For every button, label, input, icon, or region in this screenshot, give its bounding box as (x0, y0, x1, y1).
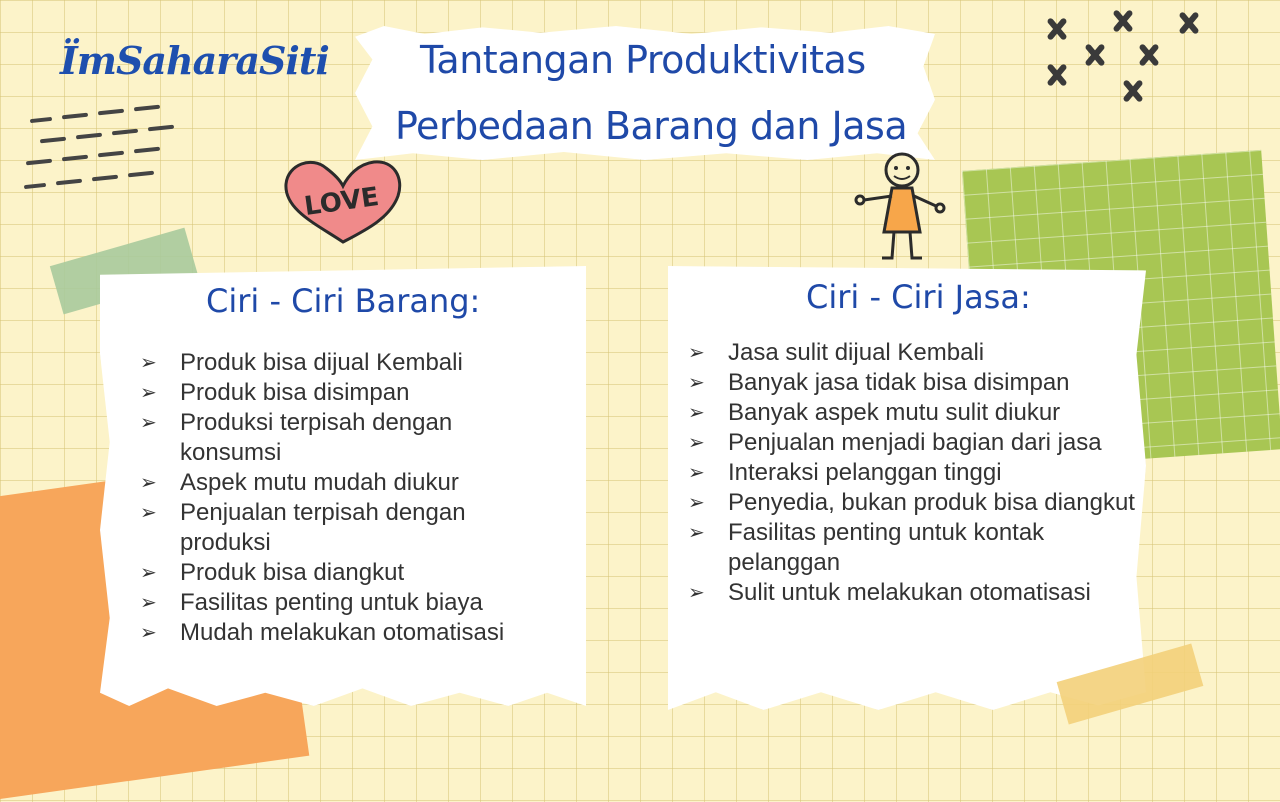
list-item: ➢ Aspek mutu mudah diukur (140, 469, 459, 496)
heart-icon (278, 150, 408, 250)
cross-icon (1176, 10, 1202, 36)
list-item: ➢ Produk bisa dijual Kembali (140, 349, 463, 376)
arrow-bullet-icon: ➢ (688, 402, 705, 424)
cross-icon (1110, 8, 1136, 34)
arrow-bullet-icon: ➢ (688, 372, 705, 394)
arrow-bullet-icon: ➢ (140, 472, 157, 494)
jasa-heading: Ciri - Ciri Jasa: (806, 278, 1031, 316)
list-item: ➢ Penjualan menjadi bagian dari jasa (688, 429, 1102, 456)
cross-icon (1120, 78, 1146, 104)
list-item: ➢ Mudah melakukan otomatisasi (140, 619, 505, 646)
list-item: ➢ Penjualan terpisah dengan produksi (140, 499, 466, 556)
arrow-bullet-icon: ➢ (140, 562, 157, 584)
heart-label: LOVE (302, 181, 381, 223)
arrow-bullet-icon: ➢ (140, 412, 157, 434)
list-item: ➢ Fasilitas penting untuk biaya (140, 589, 483, 616)
list-item: ➢ Jasa sulit dijual Kembali (688, 339, 985, 366)
arrow-bullet-icon: ➢ (140, 382, 157, 404)
jasa-list (688, 338, 1138, 608)
cross-icon (1044, 16, 1070, 42)
arrow-bullet-icon: ➢ (688, 342, 705, 364)
barang-list (140, 348, 560, 648)
list-item: ➢ Produk bisa diangkut (140, 559, 405, 586)
cross-icon (1136, 42, 1162, 68)
list-item: ➢ Interaksi pelanggan tinggi (688, 459, 1002, 486)
list-item: ➢ Banyak aspek mutu sulit diukur (688, 399, 1061, 426)
list-item: ➢ Sulit untuk melakukan otomatisasi (688, 579, 1091, 606)
list-item: ➢ Produksi terpisah dengan konsumsi (140, 409, 453, 466)
arrow-bullet-icon: ➢ (688, 522, 705, 544)
list-item: ➢ Banyak jasa tidak bisa disimpan (688, 369, 1070, 396)
list-item: ➢ Penyedia, bukan produk bisa diangkut (688, 489, 1135, 516)
list-item: ➢ Produk bisa disimpan (140, 379, 410, 406)
arrow-bullet-icon: ➢ (688, 582, 705, 604)
arrow-bullet-icon: ➢ (140, 622, 157, 644)
brand-logo: ÏmSaharaSiti (60, 38, 329, 83)
arrow-bullet-icon: ➢ (688, 492, 705, 514)
arrow-bullet-icon: ➢ (140, 352, 157, 374)
arrow-bullet-icon: ➢ (688, 462, 705, 484)
cross-icon (1082, 42, 1108, 68)
barang-heading: Ciri - Ciri Barang: (206, 282, 481, 320)
stick-figure-icon (848, 148, 948, 268)
arrow-bullet-icon: ➢ (688, 432, 705, 454)
cross-icon (1044, 62, 1070, 88)
arrow-bullet-icon: ➢ (140, 592, 157, 614)
arrow-bullet-icon: ➢ (140, 502, 157, 524)
list-item: ➢ Fasilitas penting untuk kontak pelanggan (688, 519, 1045, 576)
page-title: Tantangan Produktivitas (420, 38, 866, 82)
page-subtitle: Perbedaan Barang dan Jasa (395, 104, 908, 148)
